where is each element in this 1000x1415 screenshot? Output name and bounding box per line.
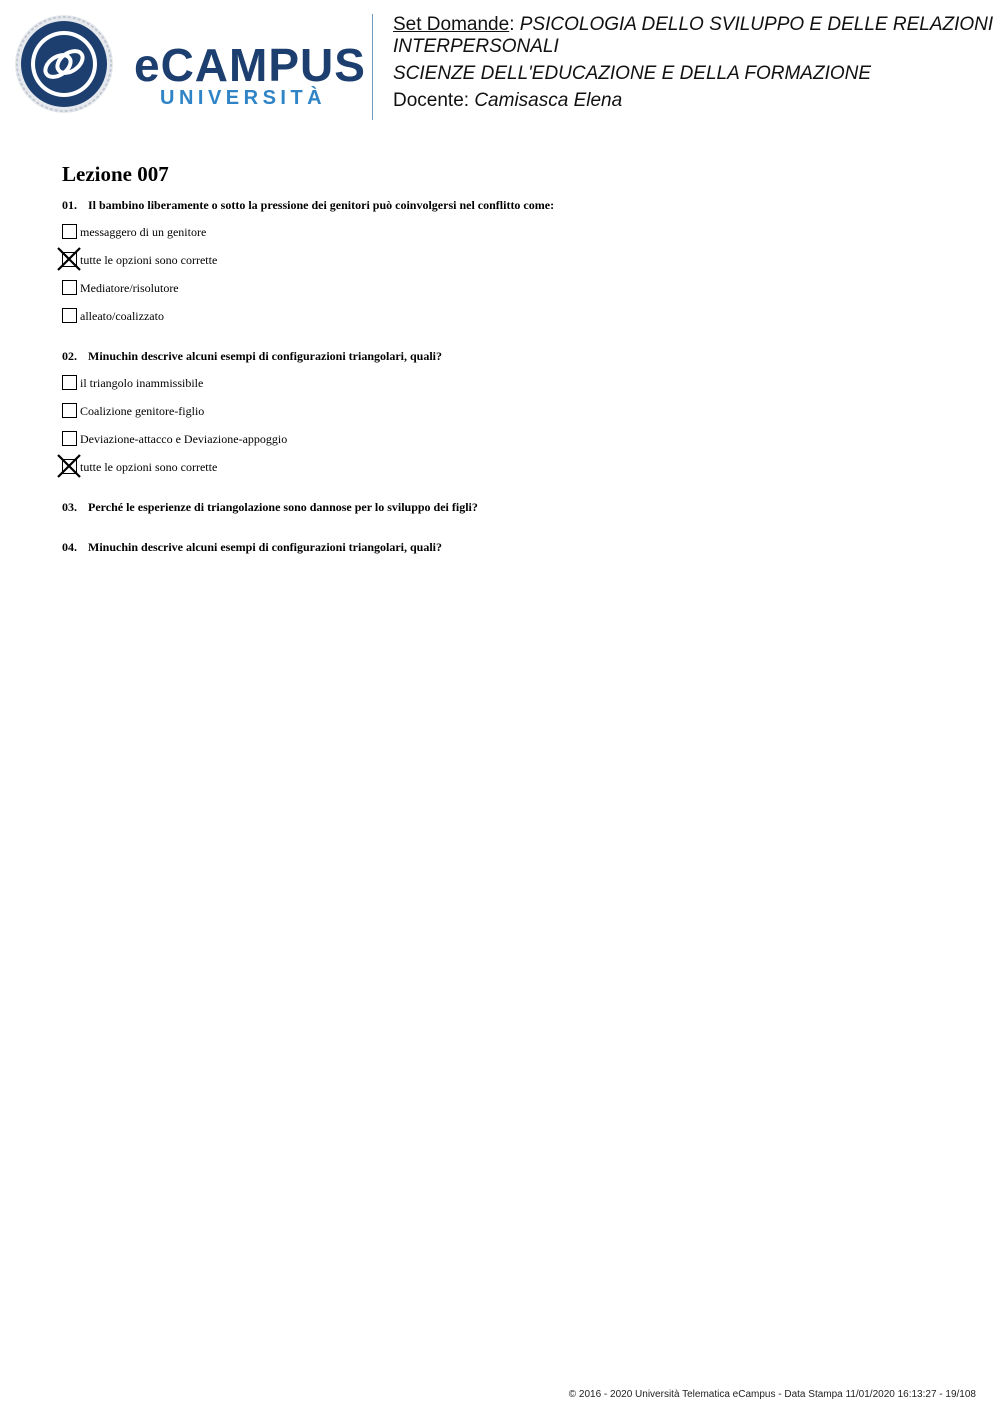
option-checkbox[interactable] — [62, 308, 77, 323]
question-number: 04. — [62, 540, 77, 554]
option-checkbox[interactable] — [62, 224, 77, 239]
question-number: 01. — [62, 198, 77, 212]
ecampus-logo — [14, 14, 364, 116]
option-text: messaggero di un genitore — [80, 225, 207, 239]
question-number: 03. — [62, 500, 77, 514]
question-04 — [62, 540, 442, 554]
question-text: Il bambino liberamente o sotto la pressione dei genitori può coinvolgersi nel conflitto come: — [88, 198, 555, 212]
option-text: tutte le opzioni sono corrette — [80, 253, 218, 267]
header-info — [393, 14, 998, 112]
option-text: Mediatore/risolutore — [80, 281, 179, 295]
question-number: 02. — [62, 349, 77, 363]
brand-name: eCAMPUS — [134, 39, 366, 91]
option-checkbox[interactable] — [62, 375, 77, 390]
lesson-title: Lezione 007 — [62, 162, 169, 186]
question-text: Minuchin descrive alcuni esempi di configurazioni triangolari, quali? — [88, 349, 443, 363]
option-checkbox[interactable] — [62, 280, 77, 295]
question-text: Perché le esperienze di triangolazione sono dannose per lo sviluppo dei figli? — [88, 500, 478, 514]
docente-label: Docente: — [393, 90, 470, 111]
docente-name: Camisasca Elena — [474, 90, 623, 111]
option-text: Deviazione-attacco e Deviazione-appoggio — [80, 432, 288, 446]
option-text: Coalizione genitore-figlio — [80, 404, 205, 418]
set-line: Set Domande: PSICOLOGIA DELLO SVILUPPO E DELLE RELAZIONI INTERPERSONALI — [393, 14, 994, 57]
page-footer: © 2016 - 2020 Università Telematica eCampus - Data Stampa 11/01/2020 16:13:27 - 19/108 — [568, 1389, 976, 1400]
university-seal-icon — [14, 14, 114, 114]
course-title-line2: INTERPERSONALI — [393, 36, 559, 57]
option-checkbox[interactable] — [62, 431, 77, 446]
faculty: SCIENZE DELL'EDUCAZIONE E DELLA FORMAZIONE — [393, 63, 872, 84]
docente-line — [393, 90, 998, 112]
question-text: Minuchin descrive alcuni esempi di configurazioni triangolari, quali? — [88, 540, 443, 554]
option-text: alleato/coalizzato — [80, 309, 164, 323]
question-01 — [62, 198, 554, 212]
course-title-line1: PSICOLOGIA DELLO SVILUPPO E DELLE RELAZIONI — [519, 14, 994, 35]
option-text: il triangolo inammissibile — [80, 376, 204, 390]
checked-x-icon — [56, 453, 82, 479]
brand-subtitle: UNIVERSITÀ — [160, 87, 327, 109]
question-02 — [62, 349, 442, 363]
question-03 — [62, 500, 478, 514]
set-label: Set Domande — [393, 14, 510, 35]
checked-x-icon — [56, 246, 82, 272]
option-checkbox[interactable] — [62, 403, 77, 418]
header-divider — [372, 14, 373, 120]
option-text: tutte le opzioni sono corrette — [80, 460, 218, 474]
